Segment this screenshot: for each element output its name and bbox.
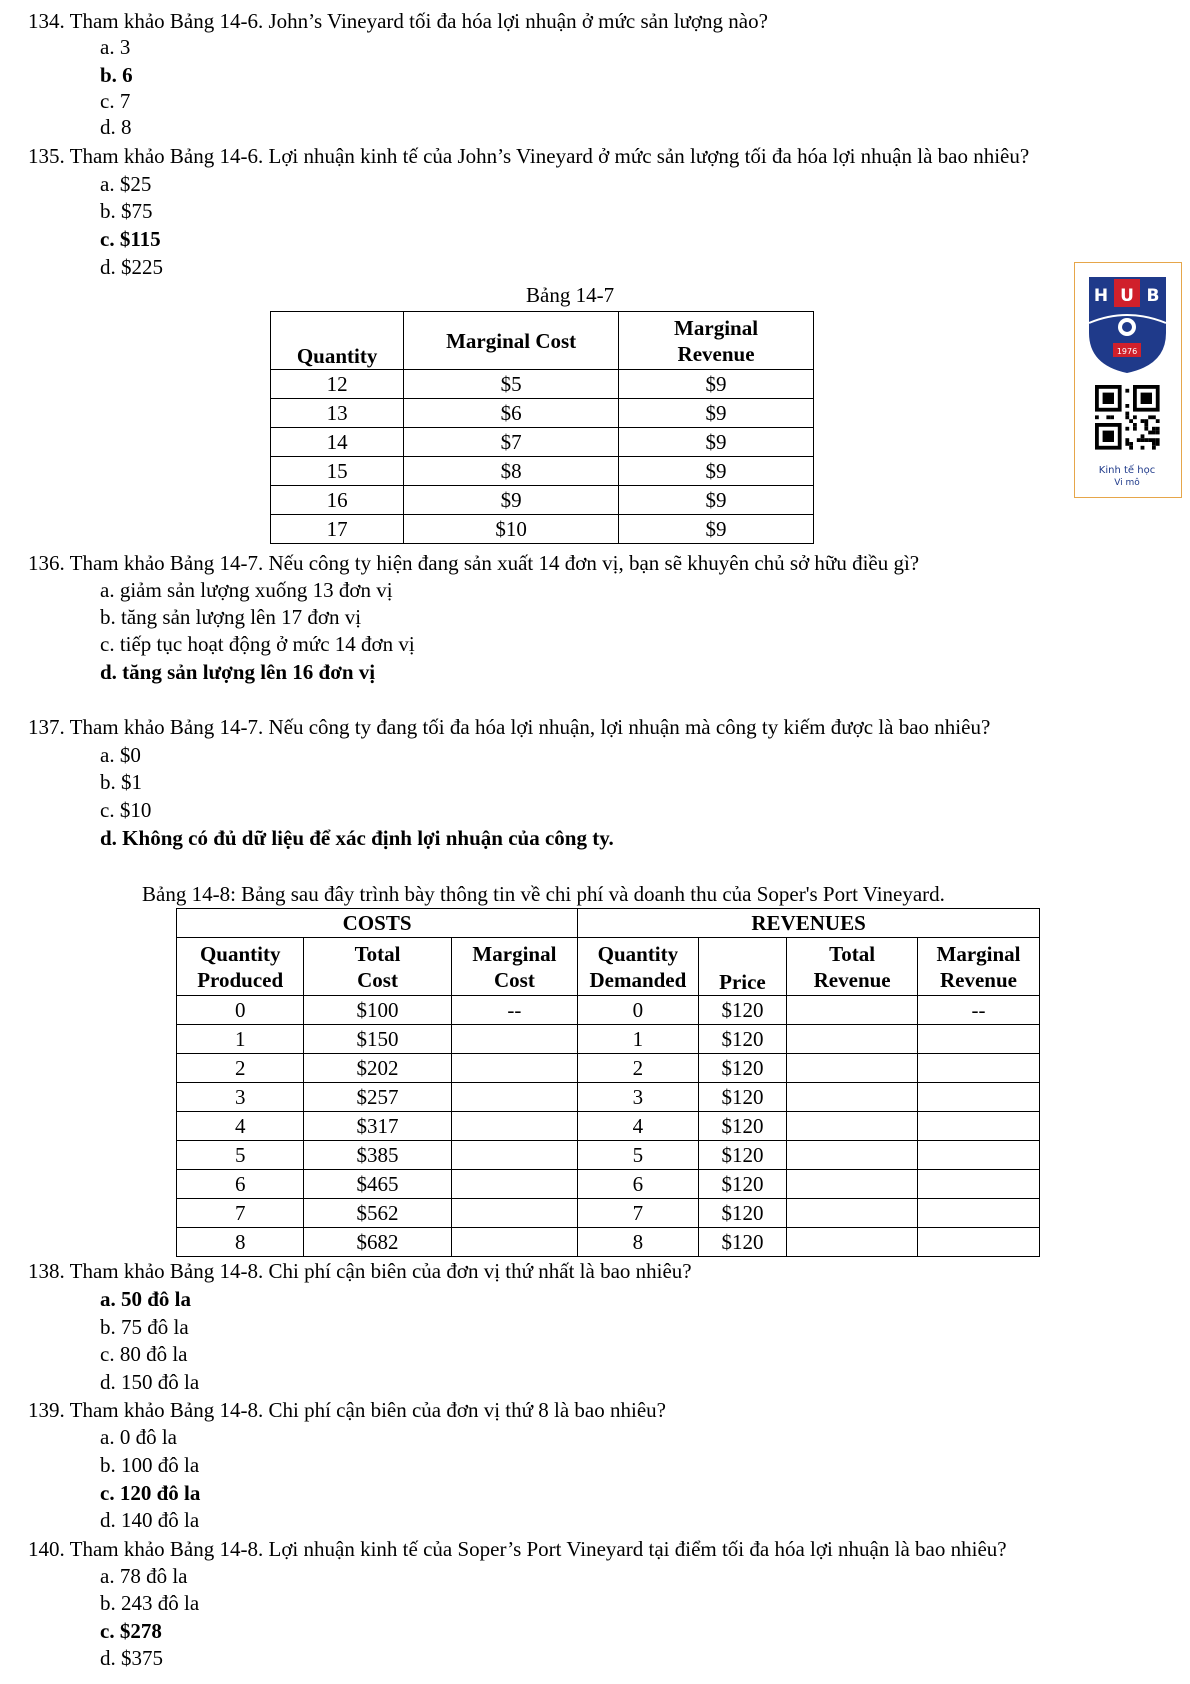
table-cell (787, 1228, 918, 1257)
logo-letter-b: B (1146, 286, 1160, 306)
table-cell: 2 (177, 1054, 304, 1083)
q140-option-a: a. 78 đô la (100, 1564, 188, 1588)
q140-option-b: b. 243 đô la (100, 1591, 200, 1615)
col-header-marginal-revenue: Marginal Revenue (918, 938, 1040, 996)
table-cell (918, 1025, 1040, 1054)
table-cell: 3 (177, 1083, 304, 1112)
table-14-8-caption: Bảng 14-8: Bảng sau đây trình bày thông tin về chi phí và doanh thu của Soper's Port Vineyard. (142, 882, 945, 906)
table-cell: 8 (177, 1228, 304, 1257)
table-cell: $9 (619, 370, 814, 399)
col-header-quantity-produced: Quantity Produced (177, 938, 304, 996)
table-cell: $682 (304, 1228, 451, 1257)
table-cell (451, 1170, 578, 1199)
table-cell (451, 1083, 578, 1112)
q135-option-d: d. $225 (100, 255, 163, 279)
col-header-quantity: Quantity (271, 312, 404, 370)
table-cell: $120 (698, 1199, 787, 1228)
table-cell: $120 (698, 1054, 787, 1083)
question-137: 137. Tham khảo Bảng 14-7. Nếu công ty đang tối đa hóa lợi nhuận, lợi nhuận mà công ty kiếm được là bao nhiêu? (28, 715, 991, 739)
question-140: 140. Tham khảo Bảng 14-8. Lợi nhuận kinh tế của Soper’s Port Vineyard tại điểm tối đa hóa lợi nhuận là bao nhiêu? (28, 1537, 1007, 1561)
q134-option-b: b. 6 (100, 63, 133, 87)
table-cell: 7 (578, 1199, 698, 1228)
table-cell (787, 1199, 918, 1228)
q136-option-a: a. giảm sản lượng xuống 13 đơn vị (100, 578, 393, 602)
question-134: 134. Tham khảo Bảng 14-6. John’s Vineyard tối đa hóa lợi nhuận ở mức sản lượng nào? (28, 9, 768, 33)
group-header-revenues: REVENUES (578, 909, 1040, 938)
q134-option-a: a. 3 (100, 35, 131, 59)
table-cell: $120 (698, 1083, 787, 1112)
table-cell: $9 (619, 515, 814, 544)
table-cell: $9 (619, 486, 814, 515)
table-cell: $120 (698, 1112, 787, 1141)
table-cell (787, 1112, 918, 1141)
q136-option-b: b. tăng sản lượng lên 17 đơn vị (100, 605, 362, 629)
table-row (177, 1083, 1040, 1112)
table-cell: -- (918, 996, 1040, 1025)
table-cell: 14 (271, 428, 404, 457)
table-cell: 4 (578, 1112, 698, 1141)
table-cell: 5 (578, 1141, 698, 1170)
table-cell (918, 1141, 1040, 1170)
table-cell: $120 (698, 1228, 787, 1257)
table-cell (787, 1083, 918, 1112)
table-cell: -- (451, 996, 578, 1025)
q134-option-c: c. 7 (100, 89, 131, 113)
table-cell: $465 (304, 1170, 451, 1199)
table-cell: 5 (177, 1141, 304, 1170)
q135-option-a: a. $25 (100, 172, 152, 196)
q134-option-d: d. 8 (100, 115, 132, 139)
table-cell (787, 1170, 918, 1199)
table-cell: $7 (404, 428, 619, 457)
col-header-marginal-cost: Marginal Cost (404, 312, 619, 370)
table-cell: $5 (404, 370, 619, 399)
table-row (271, 428, 814, 457)
logo-label-line2: Vi mô (1114, 478, 1140, 488)
table-cell (918, 1112, 1040, 1141)
q136-option-c: c. tiếp tục hoạt động ở mức 14 đơn vị (100, 632, 415, 656)
table-row (177, 1228, 1040, 1257)
table-cell: $120 (698, 1025, 787, 1054)
q138-option-b: b. 75 đô la (100, 1315, 189, 1339)
table-cell: $202 (304, 1054, 451, 1083)
table-cell: $6 (404, 399, 619, 428)
logo-year: 1976 (1116, 347, 1138, 356)
question-135: 135. Tham khảo Bảng 14-6. Lợi nhuận kinh tế của John’s Vineyard ở mức sản lượng tối đa hóa lợi nhuận là bao nhiêu? (28, 144, 1030, 168)
table-row (177, 1112, 1040, 1141)
table-cell (787, 1025, 918, 1054)
table-row (271, 370, 814, 399)
q138-option-a: a. 50 đô la (100, 1287, 192, 1311)
table-cell: 13 (271, 399, 404, 428)
table-cell: 2 (578, 1054, 698, 1083)
hub-shield-icon (1075, 263, 1180, 496)
table-cell: $9 (619, 457, 814, 486)
table-row (177, 1025, 1040, 1054)
q137-option-a: a. $0 (100, 743, 141, 767)
q139-option-a: a. 0 đô la (100, 1425, 177, 1449)
table-cell (787, 1054, 918, 1083)
table-cell: 17 (271, 515, 404, 544)
table-cell: $120 (698, 996, 787, 1025)
table-cell: $8 (404, 457, 619, 486)
table-row (177, 1141, 1040, 1170)
table-cell: $100 (304, 996, 451, 1025)
q138-option-d: d. 150 đô la (100, 1370, 200, 1394)
table-cell: $317 (304, 1112, 451, 1141)
table-cell (918, 1083, 1040, 1112)
table-row (177, 996, 1040, 1025)
col-header-price: Price (698, 938, 787, 996)
q136-option-d: d. tăng sản lượng lên 16 đơn vị (100, 660, 376, 684)
table-row (271, 399, 814, 428)
q139-option-c: c. 120 đô la (100, 1481, 201, 1505)
q138-option-c: c. 80 đô la (100, 1342, 188, 1366)
q135-option-b: b. $75 (100, 199, 153, 223)
table-cell: 16 (271, 486, 404, 515)
question-138: 138. Tham khảo Bảng 14-8. Chi phí cận biên của đơn vị thứ nhất là bao nhiêu? (28, 1259, 692, 1283)
table-cell: $9 (619, 428, 814, 457)
table-row (177, 1054, 1040, 1083)
table-cell: 8 (578, 1228, 698, 1257)
table-cell (918, 1170, 1040, 1199)
logo-letter-u: U (1120, 286, 1134, 306)
table-cell: 4 (177, 1112, 304, 1141)
logo-letter-h: H (1093, 286, 1109, 306)
table-cell (451, 1141, 578, 1170)
q140-option-c: c. $278 (100, 1619, 162, 1643)
table-row (271, 515, 814, 544)
table-cell: $120 (698, 1170, 787, 1199)
logo-label-line1: Kinh tế học (1098, 465, 1156, 476)
q137-option-d: d. Không có đủ dữ liệu để xác định lợi nhuận của công ty. (100, 826, 614, 850)
table-cell (787, 1141, 918, 1170)
table-cell (787, 996, 918, 1025)
table-cell: $9 (404, 486, 619, 515)
table-cell: $385 (304, 1141, 451, 1170)
q139-option-d: d. 140 đô la (100, 1508, 200, 1532)
table-cell: 1 (177, 1025, 304, 1054)
col-header-total-cost: Total Cost (304, 938, 451, 996)
table-cell (451, 1054, 578, 1083)
table-row (271, 457, 814, 486)
table-cell: $9 (619, 399, 814, 428)
table-cell (918, 1054, 1040, 1083)
q137-option-c: c. $10 (100, 798, 152, 822)
q135-option-c: c. $115 (100, 227, 161, 251)
table-cell (451, 1025, 578, 1054)
table-row (177, 1199, 1040, 1228)
table-14-8 (176, 908, 1040, 1257)
table-cell: 12 (271, 370, 404, 399)
table-cell: $257 (304, 1083, 451, 1112)
table-row (177, 1170, 1040, 1199)
q140-option-d: d. $375 (100, 1646, 163, 1670)
hub-logo (1074, 262, 1182, 498)
table-cell (451, 1228, 578, 1257)
col-header-quantity-demanded: Quantity Demanded (578, 938, 698, 996)
group-header-costs: COSTS (177, 909, 578, 938)
table-cell: 6 (578, 1170, 698, 1199)
table-row (271, 486, 814, 515)
table-cell (918, 1199, 1040, 1228)
table-cell: 0 (578, 996, 698, 1025)
col-header-marginal-cost: Marginal Cost (451, 938, 578, 996)
table-14-7 (270, 311, 814, 544)
col-header-total-revenue: Total Revenue (787, 938, 918, 996)
table-cell: 15 (271, 457, 404, 486)
table-cell: $562 (304, 1199, 451, 1228)
qr-code-icon (1095, 385, 1160, 450)
question-136: 136. Tham khảo Bảng 14-7. Nếu công ty hiện đang sản xuất 14 đơn vị, bạn sẽ khuyên chủ sở hữu điều gì? (28, 551, 920, 575)
col-header-marginal-revenue: Marginal Revenue (619, 312, 814, 370)
table-cell: 0 (177, 996, 304, 1025)
table-14-7-title: Bảng 14-7 (526, 283, 615, 307)
question-139: 139. Tham khảo Bảng 14-8. Chi phí cận biên của đơn vị thứ 8 là bao nhiêu? (28, 1398, 666, 1422)
table-cell: $150 (304, 1025, 451, 1054)
table-cell (451, 1112, 578, 1141)
q137-option-b: b. $1 (100, 770, 142, 794)
table-cell: $10 (404, 515, 619, 544)
table-cell: 6 (177, 1170, 304, 1199)
table-cell: 1 (578, 1025, 698, 1054)
q139-option-b: b. 100 đô la (100, 1453, 200, 1477)
table-cell (451, 1199, 578, 1228)
table-cell: $120 (698, 1141, 787, 1170)
table-cell: 3 (578, 1083, 698, 1112)
table-cell: 7 (177, 1199, 304, 1228)
table-cell (918, 1228, 1040, 1257)
